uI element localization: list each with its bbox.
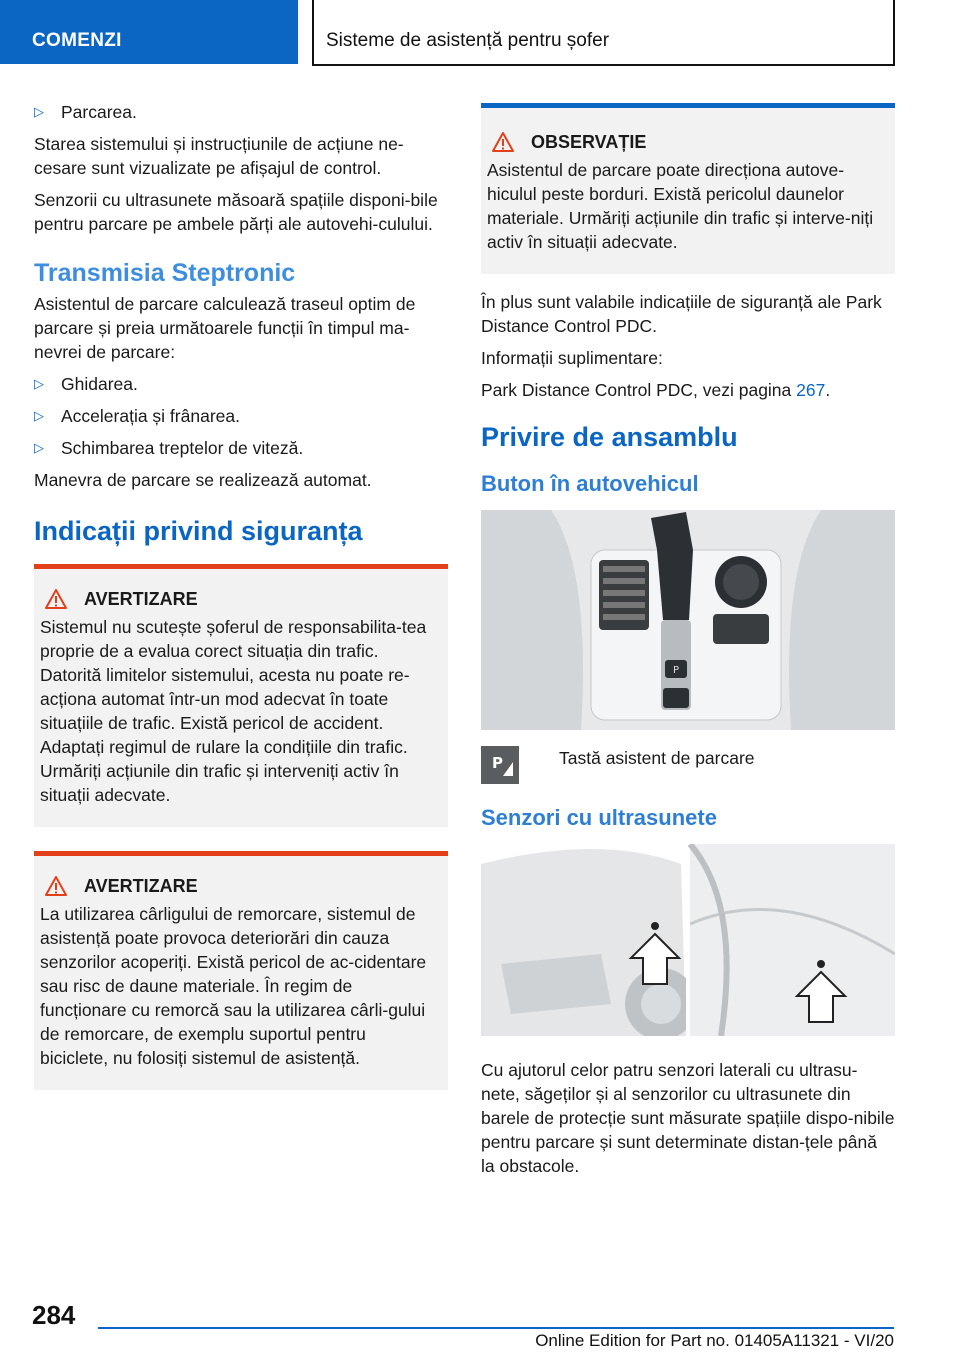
note-title: OBSERVAȚIE [531,132,647,152]
svg-text:P: P [492,754,503,772]
warning-text: Sistemul nu scutește șoferul de responsabilita-tea proprie de a evalua corect situația din trafic. Datorită limitelor sistemului, acesta nu poate re-acționa automat într-un mod adecvat în toate situațiile de trafic. Există pericol de accident. Adaptați regimul de rulare la condițiile din trafic. Urmăriți acțiunile din trafic și interveniți activ în situații adecvate. [40,617,427,805]
heading-sensors: Senzori cu ultrasunete [481,805,717,830]
warning-title: AVERTIZARE [84,876,198,896]
section-title: Sisteme de asistență pentru șofer [326,30,610,51]
header-divider [312,0,314,66]
list-item: ▷ Schimbarea treptelor de viteză. [34,438,304,458]
sensors-image [481,844,895,1036]
right-column [481,103,895,1186]
page-number: 284 [32,1300,76,1330]
bullet-triangle-icon: ▷ [34,440,44,455]
svg-text:P: P [672,665,680,676]
note-box [481,103,895,274]
warning-box [34,564,448,827]
bullet-triangle-icon: ▷ [34,104,44,119]
paragraph: Starea sistemului și instrucțiunile de acțiune ne-cesare sunt vizualizate pe afișajul de control. [34,134,404,178]
paragraph: Informații suplimentare: [481,348,663,368]
bullet-triangle-icon: ▷ [34,376,44,391]
left-column [34,100,448,1106]
paragraph: Manevra de parcare se realizează automat. [34,470,372,490]
chapter-tab[interactable] [0,0,298,64]
header-rule [312,64,895,66]
page-link[interactable]: 267 [796,380,826,400]
legend-text: Tastă asistent de parcare [559,748,755,768]
warning-box [34,851,448,1090]
warning-triangle-icon [44,588,68,610]
warning-triangle-icon [44,875,68,897]
paragraph: În plus sunt valabile indicațiile de siguranță ale Park Distance Control PDC. [481,292,882,336]
heading-overview: Privire de ansamblu [481,422,738,452]
console-image [481,510,895,730]
footer-rule [98,1327,894,1329]
paragraph: Cu ajutorul celor patru senzori laterali cu ultrasu-nete, săgeților și al senzorilor cu ultrasunete din barele de protecție sunt măsurate spațiile dispo-nibile pentru parcare și sunt determinate distan-țele până la obstacole. [481,1060,895,1176]
paragraph: Asistentul de parcare calculează traseul optim de parcare și preia următoarele funcții în timpul ma-nevrei de parcare: [34,294,416,362]
note-text: Asistentul de parcare poate direcționa autove-hiculul peste borduri. Există pericolul daunelor materiale. Urmăriți acțiunile din trafic și interve-niți activ în situații adecvate. [487,160,874,252]
list-item: ▷ Accelerația și frânarea. [34,406,240,426]
edition-text: Online Edition for Part no. 01405A11321 - VI/20 [535,1331,894,1350]
bullet-triangle-icon: ▷ [34,408,44,423]
heading-button: Buton în autovehicul [481,471,699,496]
heading-safety: Indicații privind siguranța [34,516,363,546]
list-item: ▷ Ghidarea. [34,374,138,394]
warning-triangle-icon [491,131,515,153]
parking-assistant-button-icon [481,746,519,784]
heading-steptronic: Transmisia Steptronic [34,259,296,287]
list-item: ▷ Parcarea. [34,102,137,122]
chapter-tab-label: COMENZI [32,30,122,51]
paragraph: Senzorii cu ultrasunete măsoară spațiile disponi-bile pentru parcare pe ambele părți ale autovehi-culului. [34,190,438,234]
sensors-illustration [481,844,895,1036]
legend-row [481,746,895,784]
warning-title: AVERTIZARE [84,589,198,609]
warning-text: La utilizarea cârligului de remorcare, sistemul de asistență poate provoca deteriorări din cauza senzorilor acoperiți. Există pericol de ac-cidentare sau risc de daune materiale. În regim de funcționare cu remorcă sau la utilizarea cârli-gului de remorcare, de exemplu suportul pentru biciclete, nu folosiți sistemul de asistență. [40,904,427,1068]
console-illustration [481,510,895,730]
paragraph: Park Distance Control PDC, vezi pagina 267. [481,380,831,400]
header-divider [893,0,895,66]
